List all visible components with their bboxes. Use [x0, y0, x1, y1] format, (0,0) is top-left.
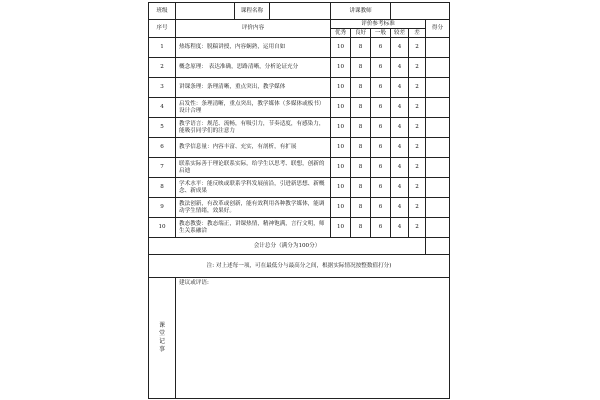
- row-value: 8: [351, 138, 371, 158]
- course-value[interactable]: [270, 3, 330, 19]
- row-content: 概念原理： 表达准确，思路清晰，分析论证充分: [176, 58, 331, 78]
- header-row: [149, 3, 450, 20]
- scoring-note: 注: 对上述每一项，可在最低分与最高分之间，根据实际情况按整数值打分): [149, 255, 450, 278]
- remark-label-char: 堂: [158, 330, 165, 337]
- criteria-row: [149, 158, 450, 178]
- row-value: 4: [391, 118, 409, 138]
- row-value: 10: [331, 38, 351, 58]
- row-value: 6: [371, 138, 391, 158]
- row-value: 6: [371, 58, 391, 78]
- level-good: 良好: [351, 29, 371, 38]
- row-content: 热练程度：脱稿讲授，内容娴熟，运用自如: [176, 38, 331, 58]
- seq-header: 序号: [149, 20, 176, 38]
- row-content: 启发性：条理清晰，重点突出，教学媒体（多媒体或板书）设计合理: [176, 98, 331, 118]
- remark-label-char: 课: [158, 322, 165, 329]
- row-score[interactable]: [426, 198, 450, 218]
- level-average: 一般: [371, 29, 391, 38]
- row-number: 7: [149, 158, 176, 178]
- row-value: 6: [371, 98, 391, 118]
- row-value: 8: [351, 58, 371, 78]
- row-value: 4: [391, 158, 409, 178]
- evaluation-table: [148, 2, 450, 399]
- row-value: 2: [409, 198, 426, 218]
- criteria-row: [149, 198, 450, 218]
- criteria-row: [149, 138, 450, 158]
- level-poor: 较差: [391, 29, 409, 38]
- row-number: 5: [149, 118, 176, 138]
- row-value: 2: [409, 38, 426, 58]
- criteria-row: [149, 218, 450, 238]
- row-value: 2: [409, 58, 426, 78]
- level-excellent: 优秀: [331, 29, 351, 38]
- row-number: 10: [149, 218, 176, 238]
- criteria-row: [149, 38, 450, 58]
- row-value: 8: [351, 218, 371, 238]
- row-value: 4: [391, 38, 409, 58]
- suggestion-label: 建议或评语:: [179, 280, 209, 286]
- row-value: 2: [409, 178, 426, 198]
- row-score[interactable]: [426, 98, 450, 118]
- remark-label-char: 事: [158, 346, 165, 353]
- remark-row: [149, 278, 450, 399]
- row-value: 10: [331, 158, 351, 178]
- row-value: 8: [351, 178, 371, 198]
- note-row: [149, 255, 450, 278]
- row-value: 6: [371, 178, 391, 198]
- criteria-row: [149, 118, 450, 138]
- row-value: 6: [371, 38, 391, 58]
- row-value: 2: [409, 98, 426, 118]
- teacher-label: 讲课教师: [331, 3, 391, 20]
- row-content: 教态教姿：教态端正，讲课热情，精神饱满，言行文明，师生关系融洽: [176, 218, 331, 238]
- row-score[interactable]: [426, 218, 450, 238]
- row-content: 讲课条理：条理清晰，重点突出，教学媒体: [176, 78, 331, 98]
- teacher-value[interactable]: [391, 3, 450, 20]
- row-value: 4: [391, 98, 409, 118]
- row-value: 6: [371, 158, 391, 178]
- row-score[interactable]: [426, 78, 450, 98]
- criteria-row: [149, 58, 450, 78]
- row-value: 4: [391, 218, 409, 238]
- row-number: 3: [149, 78, 176, 98]
- criteria-row: [149, 178, 450, 198]
- row-value: 2: [409, 78, 426, 98]
- course-label: 课程名称: [235, 3, 270, 19]
- row-value: 6: [371, 118, 391, 138]
- evaluation-form: [148, 2, 449, 398]
- total-row: [149, 238, 450, 255]
- row-value: 10: [331, 58, 351, 78]
- row-value: 10: [331, 98, 351, 118]
- row-value: 10: [331, 138, 351, 158]
- row-value: 10: [331, 78, 351, 98]
- row-value: 4: [391, 138, 409, 158]
- row-score[interactable]: [426, 38, 450, 58]
- row-value: 2: [409, 118, 426, 138]
- row-value: 6: [371, 218, 391, 238]
- class-label: 班级: [149, 3, 176, 20]
- row-value: 8: [351, 158, 371, 178]
- remark-label: [149, 278, 176, 399]
- level-bad: 差: [409, 29, 426, 38]
- total-score[interactable]: [426, 238, 450, 255]
- row-score[interactable]: [426, 58, 450, 78]
- row-score[interactable]: [426, 158, 450, 178]
- row-value: 2: [409, 138, 426, 158]
- row-content: 联系实际善于理论联系实际，给学生以思考、联想，创新的启迪: [176, 158, 331, 178]
- row-value: 4: [391, 198, 409, 218]
- total-label: 会计总分（满分为100分）: [149, 238, 426, 255]
- row-value: 2: [409, 218, 426, 238]
- row-value: 6: [371, 78, 391, 98]
- row-value: 6: [371, 198, 391, 218]
- criteria-row: [149, 78, 450, 98]
- criteria-row: [149, 98, 450, 118]
- row-number: 8: [149, 178, 176, 198]
- row-content: 教学信息量：内容丰富、充实，有剖析，有扩展: [176, 138, 331, 158]
- row-value: 2: [409, 158, 426, 178]
- class-course-cell: [176, 3, 331, 20]
- row-number: 1: [149, 38, 176, 58]
- row-value: 10: [331, 218, 351, 238]
- row-value: 10: [331, 118, 351, 138]
- score-header: 得分: [426, 20, 450, 38]
- standard-header: 评价参考标准: [331, 20, 426, 29]
- row-score[interactable]: [426, 138, 450, 158]
- row-content: 学术水平：能反映或联系学科发展前沿，引进新思想、新概念、新成果: [176, 178, 331, 198]
- row-value: 8: [351, 38, 371, 58]
- remark-body[interactable]: [176, 278, 450, 399]
- row-content: 教学语言：规范、流畅，有吸引力，节奏适度，有感染力，能吸引同学们的注意力: [176, 118, 331, 138]
- row-number: 2: [149, 58, 176, 78]
- row-score[interactable]: [426, 178, 450, 198]
- column-header-row-1: [149, 20, 450, 29]
- row-content: 教法创新，有改革或创新，能有效利用各种教学媒体，能调动学生情绪，效果好。: [176, 198, 331, 218]
- row-value: 4: [391, 78, 409, 98]
- row-number: 4: [149, 98, 176, 118]
- remark-label-char: 记: [158, 338, 165, 345]
- row-value: 4: [391, 178, 409, 198]
- row-score[interactable]: [426, 118, 450, 138]
- content-header: 评价内容: [176, 20, 331, 38]
- row-value: 10: [331, 178, 351, 198]
- row-number: 9: [149, 198, 176, 218]
- row-value: 8: [351, 198, 371, 218]
- row-number: 6: [149, 138, 176, 158]
- row-value: 4: [391, 58, 409, 78]
- class-value[interactable]: [176, 3, 235, 19]
- row-value: 8: [351, 98, 371, 118]
- row-value: 8: [351, 78, 371, 98]
- row-value: 8: [351, 118, 371, 138]
- row-value: 10: [331, 198, 351, 218]
